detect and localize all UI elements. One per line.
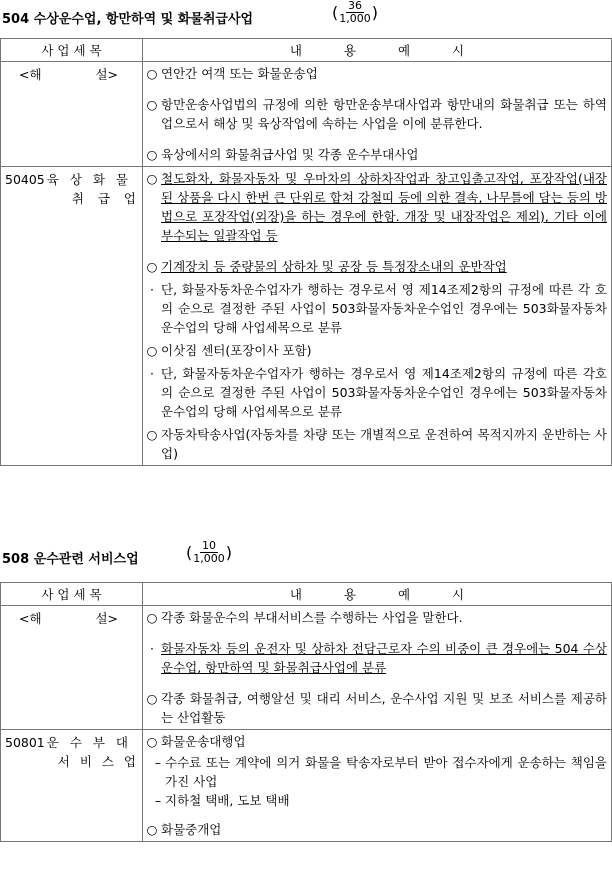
list-item: · 단, 화물자동차운수업자가 행하는 경우로서 영 제14조제2항의 규정에 따른 각호의 순으로 결정한 주된 사업이 503화물자동차운수업인 경우에는 503화물자동차운수업의 당해 사업세목으로 분류 bbox=[150, 366, 607, 419]
explanation-content-cell bbox=[143, 62, 612, 167]
list-item: ○ 화물중개업 bbox=[146, 822, 222, 837]
table-504 bbox=[0, 38, 612, 466]
ratio-denominator: 1,000 bbox=[193, 552, 225, 565]
ratio-numerator: 10 bbox=[202, 539, 216, 552]
business-content-cell bbox=[143, 730, 612, 842]
business-item-name: 육 상 화 물 bbox=[46, 172, 128, 187]
business-item-name-cont: 서 비 스 업 bbox=[57, 754, 136, 769]
business-content-cell bbox=[143, 167, 612, 466]
list-item: ○ 이삿짐 센터(포장이사 포함) bbox=[146, 343, 312, 358]
list-item: ○ 각종 화물취급, 여행알선 및 대리 서비스, 운수사업 지원 및 보조 서비스를 제공하는 산업활동 bbox=[146, 691, 607, 725]
list-item: ○ 각종 화물운수의 부대서비스를 수행하는 사업을 말한다. bbox=[146, 610, 463, 625]
sub-list-item: – 지하철 택배, 도보 택배 bbox=[154, 793, 290, 808]
table-508 bbox=[0, 582, 612, 842]
list-item: ○ 항만운송사업법의 규정에 의한 항만운송부대사업과 항만내의 화물취급 또는 하역업으로서 해상 및 육상작업에 속하는 사업을 이에 분류한다. bbox=[146, 97, 607, 131]
list-item: ○ 연안간 여객 또는 화물운송업 bbox=[146, 66, 318, 81]
section-504-title: 504 수상운수업, 항만하역 및 화물취급사업 bbox=[2, 12, 254, 27]
list-item: ○ 철도화차, 화물자동차 및 우마차의 상하차작업과 창고입출고작업, 포장작업(내장된 상품을 다시 한번 큰 단위로 합쳐 강철띠 등에 의한 결속, 나무틀에 담는 등의 방법으로 포장작업(외장)을 하는 경우에 한함. 개장 및 내장작업은 제외), 기타 이에 부수되는 일괄작업 등 bbox=[146, 171, 608, 243]
section-504-ratio: ( $\frac{36}{1,000}$ ) bbox=[332, 0, 378, 25]
explanation-label-close: 설> bbox=[95, 67, 118, 82]
business-item-cell bbox=[1, 167, 143, 466]
explanation-content-cell bbox=[143, 606, 612, 730]
list-item: · 화물자동차 등의 운전자 및 상하차 전담근로자 수의 비중이 큰 경우에는 504 수상운수업, 항만하역 및 화물취급사업에 분류 bbox=[150, 641, 607, 675]
business-item-cell bbox=[1, 730, 143, 842]
section-508-ratio: ( $\frac{10}{1,000}$ ) bbox=[186, 539, 232, 565]
business-item-name-cont: 취 급 업 bbox=[71, 191, 136, 206]
explanation-label-cell bbox=[1, 62, 143, 167]
list-item: ○ 육상에서의 화물취급사업 및 각종 운수부대사업 bbox=[146, 147, 419, 162]
section-508-title: 508 운수관련 서비스업 bbox=[2, 552, 139, 567]
list-item: ○ 기계장치 등 중량물의 상하차 및 공장 등 특정장소내의 운반작업 bbox=[146, 259, 507, 274]
business-item-code: 50801 bbox=[5, 735, 45, 750]
explanation-label-open: <해 bbox=[19, 611, 42, 626]
sub-list-item: – 수수료 또는 계약에 의거 화물을 탁송자로부터 받아 접수자에게 운송하는 책임을 가진 사업 bbox=[154, 755, 607, 789]
header-business-item: 사 업 세 목 bbox=[1, 583, 143, 606]
business-item-name: 운 수 부 대 bbox=[46, 735, 128, 750]
explanation-label-cell bbox=[1, 606, 143, 730]
list-item: ○ 화물운송대행업 bbox=[146, 734, 246, 749]
business-item-code: 50405 bbox=[5, 172, 45, 187]
list-item: · 단, 화물자동차운수업자가 행하는 경우로서 영 제14조제2항의 규정에 따른 각 호의 순으로 결정한 주된 사업이 503화물자동차운수업인 경우에는 503화물자동차운수업의 당해 사업세목으로 분류 bbox=[150, 282, 607, 335]
explanation-label-close: 설> bbox=[95, 611, 118, 626]
list-item: ○ 자동차탁송사업(자동차를 차량 또는 개별적으로 운전하여 목적지까지 운반하는 사업) bbox=[146, 427, 607, 461]
header-content-example: 내 용 예 시 bbox=[143, 583, 612, 606]
ratio-numerator: 36 bbox=[348, 0, 362, 12]
header-business-item: 사 업 세 목 bbox=[1, 39, 143, 62]
ratio-denominator: 1,000 bbox=[339, 12, 371, 25]
explanation-label-open: <해 bbox=[19, 67, 42, 82]
header-content-example: 내 용 예 시 bbox=[143, 39, 612, 62]
